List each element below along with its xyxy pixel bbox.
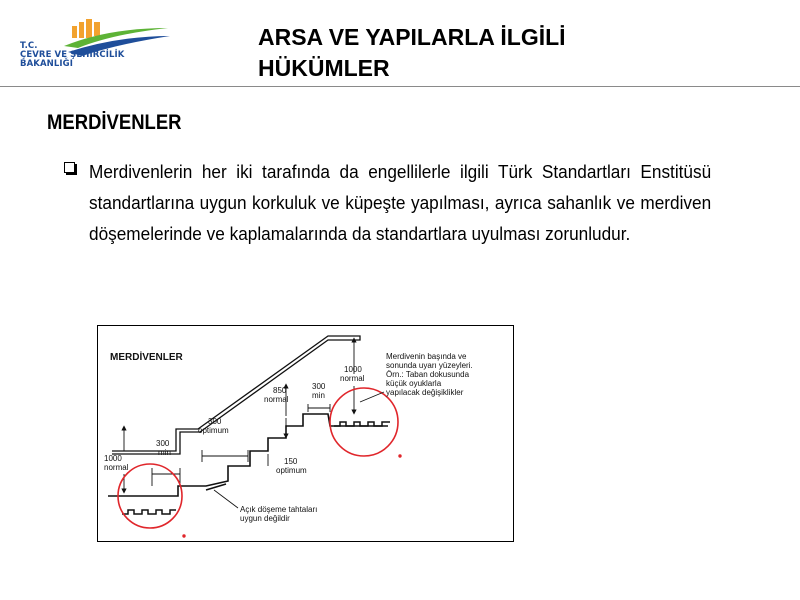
warning-surface-left	[122, 510, 176, 514]
note-right-line-2: sonunda uyarı yüzeyleri.	[386, 361, 473, 370]
figure-labels	[104, 352, 473, 523]
label-1000-left-unit: normal	[104, 463, 129, 472]
label-150-unit: optimum	[276, 466, 307, 475]
label-300-min-right: 300	[312, 382, 326, 391]
slide-title-line-1: ARSA VE YAPILARLA İLGİLİ	[258, 24, 566, 50]
note-bottom-line-1: Açık döşeme tahtaları	[240, 505, 318, 514]
label-300-min-right-unit: min	[312, 391, 325, 400]
section-heading: MERDİVENLER	[47, 111, 182, 134]
stairs-diagram	[98, 326, 515, 543]
note-right-line-1: Merdivenin başında ve	[386, 352, 467, 361]
label-300-min-left-unit: min	[158, 448, 171, 457]
note-bottom-line-2: uygun değildir	[240, 514, 290, 523]
note-right-line-3: Örn.: Taban dokusunda	[386, 370, 470, 379]
title-divider	[0, 86, 800, 87]
label-1000-right-unit: normal	[340, 374, 365, 383]
label-1000-right: 1000	[344, 365, 362, 374]
stairs-figure	[97, 325, 514, 542]
label-850-unit: normal	[264, 395, 289, 404]
checkbox-square-icon	[64, 162, 75, 173]
logo-text	[20, 42, 125, 69]
logo-line-3: BAKANLIĞI	[20, 59, 73, 69]
label-300-optimum-unit: optimum	[198, 426, 229, 435]
label-1000-left: 1000	[104, 454, 122, 463]
label-150: 150	[284, 457, 298, 466]
logo-line-2: ÇEVRE VE ŞEHİRCİLİK	[20, 50, 125, 60]
logo-line-1: T.C.	[20, 41, 38, 51]
label-300-min-left: 300	[156, 439, 170, 448]
label-850: 850	[273, 386, 287, 395]
slide-title-line-2: HÜKÜMLER	[258, 55, 390, 81]
slide-title	[258, 22, 778, 84]
label-300-optimum: 300	[208, 417, 222, 426]
figure-title: MERDİVENLER	[110, 352, 183, 363]
note-right-line-5: yapılacak değişiklikler	[386, 388, 464, 397]
bullet-text: Merdivenlerin her iki tarafında da engellilerle ilgili Türk Standartları Enstitüsü standartlarına uygun korkuluk ve küpeşte yapılması, ayrıca sahanlık ve merdiven döşemelerinde ve kaplamalarında da standartlara uyulması zorunludur.	[89, 161, 712, 244]
note-right-line-4: küçük oyuklarla	[386, 379, 442, 388]
